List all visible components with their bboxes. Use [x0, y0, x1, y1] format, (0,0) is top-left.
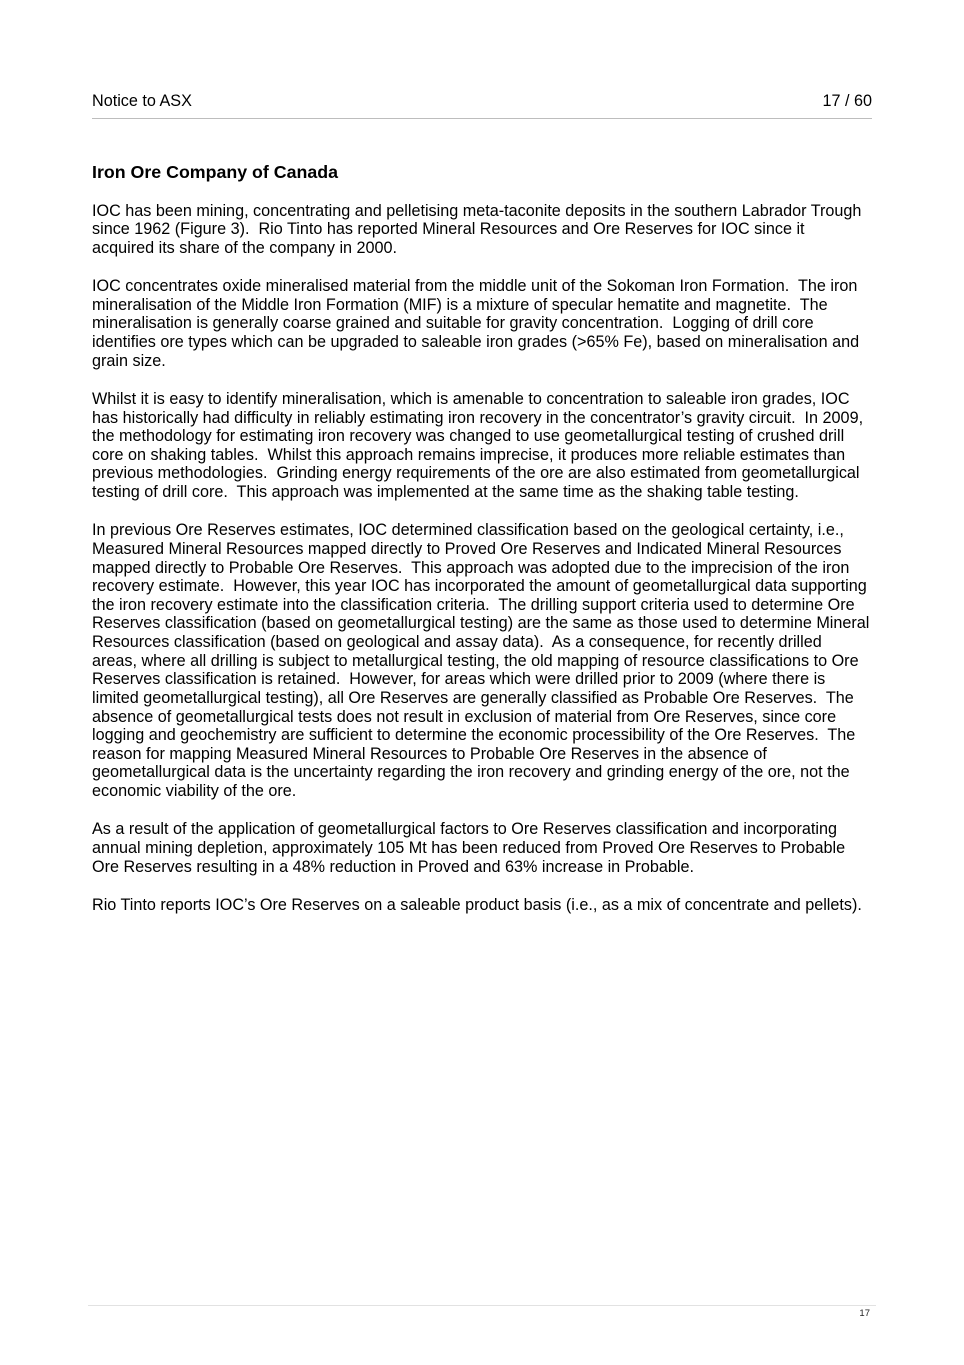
paragraph — [92, 521, 892, 800]
text-line: grain size. — [92, 351, 166, 370]
text-line: mineralisation of the Middle Iron Formation (MIF) is a mixture of specular hematite and magnetite. The — [92, 295, 828, 314]
text-line: recovery estimate. However, this year IOC has incorporated the amount of geometallurgical data supporting — [92, 577, 867, 596]
text-line: Resources classification (based on geological and assay data). As a consequence, for recently drilled — [92, 633, 822, 652]
text-line: mineralisation is generally coarse grained and suitable for gravity concentration. Logging of drill core — [92, 314, 814, 333]
text-line: absence of geometallurgical tests does not result in exclusion of material from Ore Reserves, since core — [92, 707, 837, 726]
text-line: mapped directly to Probable Ore Reserves. This approach was adopted due to the imprecision of the iron — [92, 558, 850, 577]
text-line: the methodology for estimating iron recovery was changed to use geometallurgical testing of crushed drill — [92, 427, 845, 446]
text-line: Whilst it is easy to identify mineralisation, which is amenable to concentration to saleable iron grades, IOC — [92, 389, 850, 408]
paragraph — [92, 820, 892, 876]
text-line: testing of drill core. This approach was implemented at the same time as the shaking table testing. — [92, 483, 799, 502]
footer-rule — [88, 1305, 876, 1306]
text-line: logging and geochemistry are sufficient to determine the economic processibility of the Ore Reserves. The — [92, 726, 856, 745]
text-line: IOC concentrates oxide mineralised material from the middle unit of the Sokoman Iron Formation. The iron — [92, 277, 858, 296]
text-line: annual mining depletion, approximately 105 Mt has been reduced from Proved Ore Reserves to Probable — [92, 838, 846, 857]
document-header — [92, 92, 872, 111]
text-line: Ore Reserves resulting in a 48% reduction in Proved and 63% increase in Probable. — [92, 857, 694, 876]
paragraph — [92, 390, 892, 502]
header-title: Notice to ASX — [92, 92, 192, 110]
text-line: previous methodologies. Grinding energy requirements of the ore are also estimated from geometallurgical — [92, 464, 860, 483]
text-line: As a result of the application of geometallurgical factors to Ore Reserves classification and incorporating — [92, 820, 838, 839]
text-line: acquired its share of the company in 2000. — [92, 238, 398, 257]
page-indicator: 17 / 60 — [822, 92, 872, 110]
text-line: limited geometallurgical testing), all Ore Reserves are generally classified as Probable Ore Reserves. The — [92, 688, 854, 707]
text-line: the iron recovery estimate into the classification criteria. The drilling support criteria used to determine Ore — [92, 595, 855, 614]
text-line: core on shaking tables. Whilst this approach remains imprecise, it produces more reliable estimates than — [92, 445, 846, 464]
footer-page-number: 17 — [859, 1308, 870, 1319]
text-line: Reserves classification is retained. However, for areas which were drilled prior to 2009 (where there is — [92, 670, 826, 689]
paragraph — [92, 896, 892, 915]
header-rule — [92, 118, 872, 119]
text-line: identifies ore types which can be upgraded to saleable iron grades (>65% Fe), based on mineralisation and — [92, 333, 860, 352]
body-text — [92, 202, 892, 934]
text-line: In previous Ore Reserves estimates, IOC determined classification based on the geological certainty, i.e., — [92, 521, 844, 540]
text-line: has historically had difficulty in reliably estimating iron recovery in the concentrator’s gravity circuit. In 2009, — [92, 408, 864, 427]
section-heading: Iron Ore Company of Canada — [92, 162, 339, 182]
text-line: Reserves classification (based on geometallurgical testing) are the same as those used to determine Mineral — [92, 614, 870, 633]
text-line: since 1962 (Figure 3). Rio Tinto has reported Mineral Resources and Ore Reserves for IOC since it — [92, 220, 805, 239]
text-line: economic viability of the ore. — [92, 782, 297, 801]
paragraph — [92, 277, 892, 370]
text-line: Rio Tinto reports IOC’s Ore Reserves on a saleable product basis (i.e., as a mix of concentrate and pellets). — [92, 895, 862, 914]
paragraph — [92, 202, 892, 258]
text-line: Measured Mineral Resources mapped directly to Proved Ore Reserves and Indicated Mineral Resources — [92, 539, 842, 558]
text-line: areas, where all drilling is subject to metallurgical testing, the old mapping of resource classifications to Ore — [92, 651, 859, 670]
text-line: IOC has been mining, concentrating and pelletising meta-taconite deposits in the southern Labrador Trough — [92, 201, 862, 220]
text-line: geometallurgical data is the uncertainty regarding the iron recovery and grinding energy of the ore, not the — [92, 763, 850, 782]
text-line: reason for mapping Measured Mineral Resources to Probable Ore Reserves in the absence of — [92, 744, 767, 763]
